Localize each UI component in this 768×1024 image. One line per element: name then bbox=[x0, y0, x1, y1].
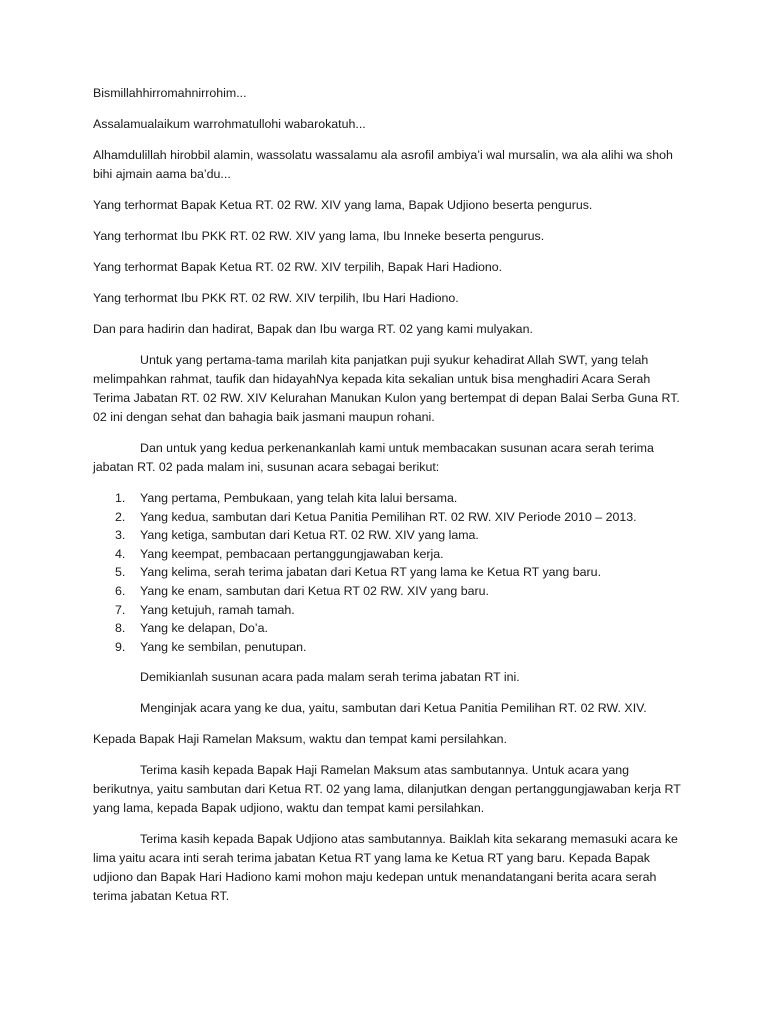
agenda-item bbox=[93, 545, 685, 564]
agenda-item bbox=[93, 582, 685, 601]
agenda-number: 9. bbox=[115, 639, 126, 654]
agenda-text: Yang ketujuh, ramah tamah. bbox=[140, 602, 295, 617]
agenda-number: 8. bbox=[115, 621, 126, 636]
agenda-text: Yang pertama, Pembukaan, yang telah kita lalui bersama. bbox=[140, 491, 458, 505]
opening-salam: Assalamualaikum warrohmatullohi wabarokatuh... bbox=[93, 117, 366, 131]
honorific-pkk-lama: Yang terhormat Ibu PKK RT. 02 RW. XIV yang lama, Ibu Inneke beserta pengurus. bbox=[93, 229, 545, 243]
document-page bbox=[93, 84, 685, 918]
agenda-text: Yang kedua, sambutan dari Ketua Panitia Pemilihan RT. 02 RW. XIV Periode 2010 – 2013. bbox=[140, 509, 637, 524]
paragraph-puji-syukur: Untuk yang pertama-tama marilah kita panjatkan puji syukur kehadirat Allah SWT, yang telah melimpahkan rahmat, taufik dan hidayahNya kepada kita sekalian untuk bisa menghadiri Acara Serah Terima Jabatan RT. 02 RW. XIV Kelurahan Manukan Kulon yang bertempat di depan Balai Serba Guna RT. 02 ini dengan sehat dan bahagia baik jasmani maupun rohani. bbox=[93, 353, 680, 424]
agenda-text: Yang ke sembilan, penutupan. bbox=[140, 639, 307, 654]
agenda-text: Yang kelima, serah terima jabatan dari Ketua RT yang lama ke Ketua RT yang baru. bbox=[140, 565, 602, 580]
paragraph-demikianlah: Demikianlah susunan acara pada malam serah terima jabatan RT ini. bbox=[140, 670, 520, 685]
agenda-list bbox=[93, 489, 685, 656]
agenda-item bbox=[93, 601, 685, 620]
agenda-text: Yang keempat, pembacaan pertanggungjawaban kerja. bbox=[140, 546, 444, 561]
agenda-item bbox=[93, 489, 685, 508]
honorific-ketua-lama: Yang terhormat Bapak Ketua RT. 02 RW. XIV yang lama, Bapak Udjiono beserta pengurus. bbox=[93, 198, 593, 212]
honorific-pkk-terpilih: Yang terhormat Ibu PKK RT. 02 RW. XIV terpilih, Ibu Hari Hadiono. bbox=[93, 291, 459, 305]
agenda-text: Yang ketiga, sambutan dari Ketua RT. 02 RW. XIV yang lama. bbox=[140, 528, 479, 543]
agenda-number: 7. bbox=[115, 602, 126, 617]
paragraph-kepada-ramelan: Kepada Bapak Haji Ramelan Maksum, waktu dan tempat kami persilahkan. bbox=[93, 732, 507, 747]
honorific-ketua-terpilih: Yang terhormat Bapak Ketua RT. 02 RW. XIV terpilih, Bapak Hari Hadiono. bbox=[93, 260, 503, 274]
agenda-item bbox=[93, 563, 685, 582]
agenda-item bbox=[93, 619, 685, 638]
paragraph-terima-kasih-udjiono: Terima kasih kepada Bapak Udjiono atas sambutannya. Baiklah kita sekarang memasuki acara ke lima yaitu acara inti serah terima jabatan Ketua RT yang lama ke Ketua RT yang baru. Kepada Bapak udjiono dan Bapak Hari Hadiono kami mohon maju kedepan untuk menandatangani berita acara serah terima jabatan Ketua RT. bbox=[93, 832, 678, 904]
agenda-number: 3. bbox=[115, 528, 126, 543]
paragraph-menginjak-acara: Menginjak acara yang ke dua, yaitu, sambutan dari Ketua Panitia Pemilihan RT. 02 RW. XIV. bbox=[140, 701, 647, 716]
agenda-number: 2. bbox=[115, 509, 126, 524]
opening-hamdalah: Alhamdulillah hirobbil alamin, wassolatu wassalamu ala asrofil ambiya’i wal mursalin, wa ala alihi wa shoh bihi ajmain aama ba’du... bbox=[93, 148, 673, 181]
agenda-number: 6. bbox=[115, 583, 126, 598]
agenda-text: Yang ke delapan, Do’a. bbox=[140, 621, 268, 636]
agenda-item bbox=[93, 638, 685, 657]
agenda-item bbox=[93, 526, 685, 545]
agenda-number: 1. bbox=[115, 491, 126, 505]
agenda-text: Yang ke enam, sambutan dari Ketua RT 02 RW. XIV yang baru. bbox=[140, 583, 489, 598]
agenda-item bbox=[93, 508, 685, 527]
agenda-number: 5. bbox=[115, 565, 126, 580]
agenda-number: 4. bbox=[115, 546, 126, 561]
honorific-hadirin: Dan para hadirin dan hadirat, Bapak dan Ibu warga RT. 02 yang kami mulyakan. bbox=[93, 322, 533, 336]
paragraph-susunan-acara: Dan untuk yang kedua perkenankanlah kami untuk membacakan susunan acara serah terima jabatan RT. 02 pada malam ini, susunan acara sebagai berikut: bbox=[93, 441, 654, 474]
opening-bismillah: Bismillahhirromahnirrohim... bbox=[93, 86, 247, 100]
paragraph-terima-kasih-ramelan: Terima kasih kepada Bapak Haji Ramelan Maksum atas sambutannya. Untuk acara yang berikutnya, yaitu sambutan dari Ketua RT. 02 yang lama, dilanjutkan dengan pertanggungjawaban kerja RT yang lama, kepada Bapak udjiono, waktu dan tempat kami persilahkan. bbox=[93, 763, 681, 816]
